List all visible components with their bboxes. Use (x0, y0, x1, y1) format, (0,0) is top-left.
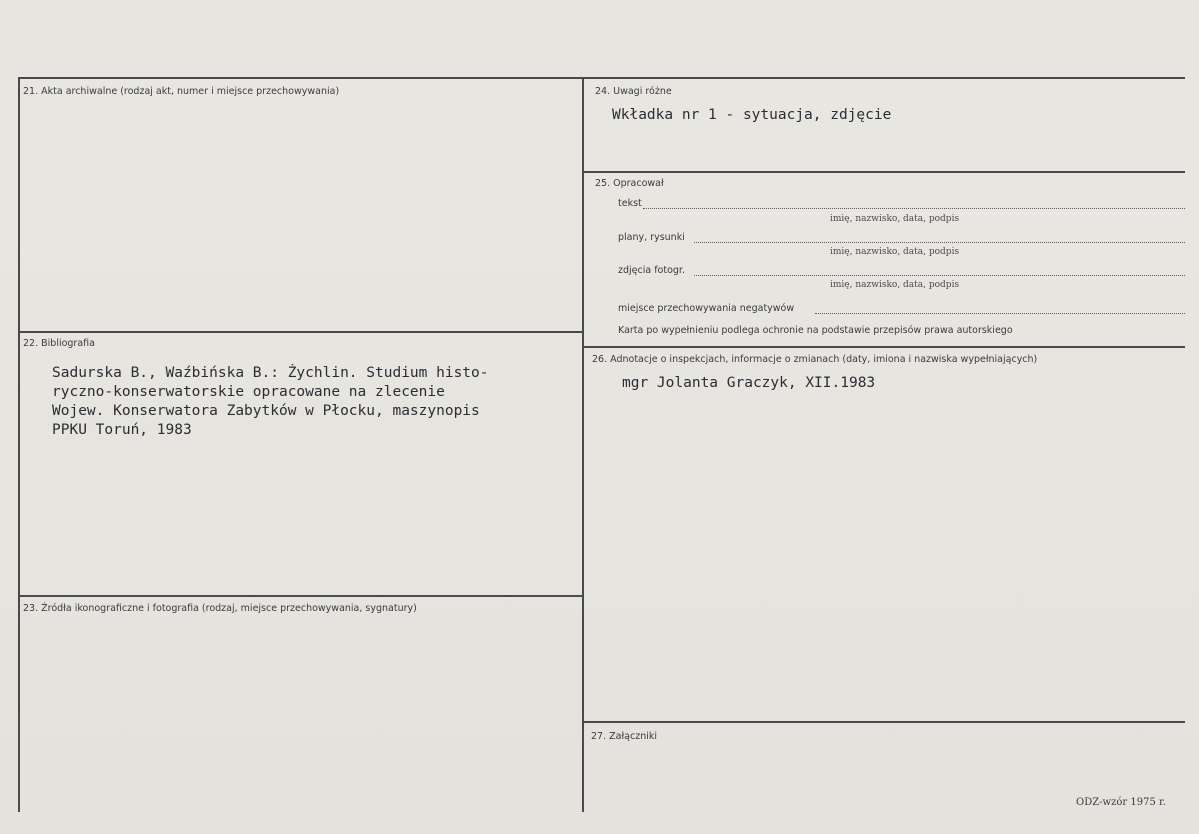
section-27-label: 27. Załączniki (591, 731, 657, 742)
notes-value: Wkładka nr 1 - sytuacja, zdjęcie (612, 107, 892, 123)
negatywy-dotted-line (815, 313, 1185, 314)
section-24-label: 24. Uwagi różne (595, 86, 672, 97)
section-21-label: 21. Akta archiwalne (rodzaj akt, numer i miejsce przechowywania) (23, 86, 340, 97)
zdjecia-signature-hint: imię, nazwisko, data, podpis (830, 280, 960, 290)
plany-dotted-line (694, 242, 1185, 243)
section-25-label: 25. Opracował (595, 178, 664, 189)
inspection-notes-value: mgr Jolanta Graczyk, XII.1983 (622, 375, 876, 391)
top-margin-band (0, 0, 1199, 78)
left-border-line (18, 77, 20, 812)
negatywy-label: miejsce przechowywania negatywów (618, 303, 795, 314)
bibliography-line-2: ryczno-konserwatorskie opracowane na zlecenie (52, 384, 445, 400)
top-border-line (18, 77, 1185, 79)
plany-signature-hint: imię, nazwisko, data, podpis (830, 247, 960, 257)
copyright-notice: Karta po wypełnieniu podlega ochronie na podstawie przepisów prawa autorskiego (618, 325, 1013, 336)
tekst-signature-hint: imię, nazwisko, data, podpis (830, 214, 960, 224)
section-26-label: 26. Adnotacje o inspekcjach, informacje o zmianach (daty, imiona i nazwiska wypełniających) (592, 354, 1038, 365)
center-divider-line (582, 77, 584, 812)
form-id: ODZ-wzór 1975 r. (1076, 797, 1166, 808)
bibliography-line-4: PPKU Toruń, 1983 (52, 422, 192, 438)
section-23-label: 23. Źródła ikonograficzne i fotografia (rodzaj, miejsce przechowywania, sygnatury) (23, 603, 417, 614)
divider-24-25 (584, 171, 1185, 173)
section-22-label: 22. Bibliografia (23, 338, 95, 349)
bibliography-line-3: Wojew. Konserwatora Zabytków w Płocku, maszynopis (52, 403, 480, 419)
tekst-label: tekst (618, 198, 642, 209)
divider-21-22 (18, 331, 584, 333)
zdjecia-dotted-line (694, 275, 1185, 276)
plany-label: plany, rysunki (618, 232, 685, 243)
bibliography-line-1: Sadurska B., Waźbińska B.: Żychlin. Studium histo- (52, 365, 489, 381)
tekst-dotted-line (643, 208, 1185, 209)
zdjecia-label: zdjęcia fotogr. (618, 265, 685, 276)
divider-25-26 (584, 346, 1185, 348)
divider-26-27 (584, 721, 1185, 723)
divider-22-23 (18, 595, 584, 597)
